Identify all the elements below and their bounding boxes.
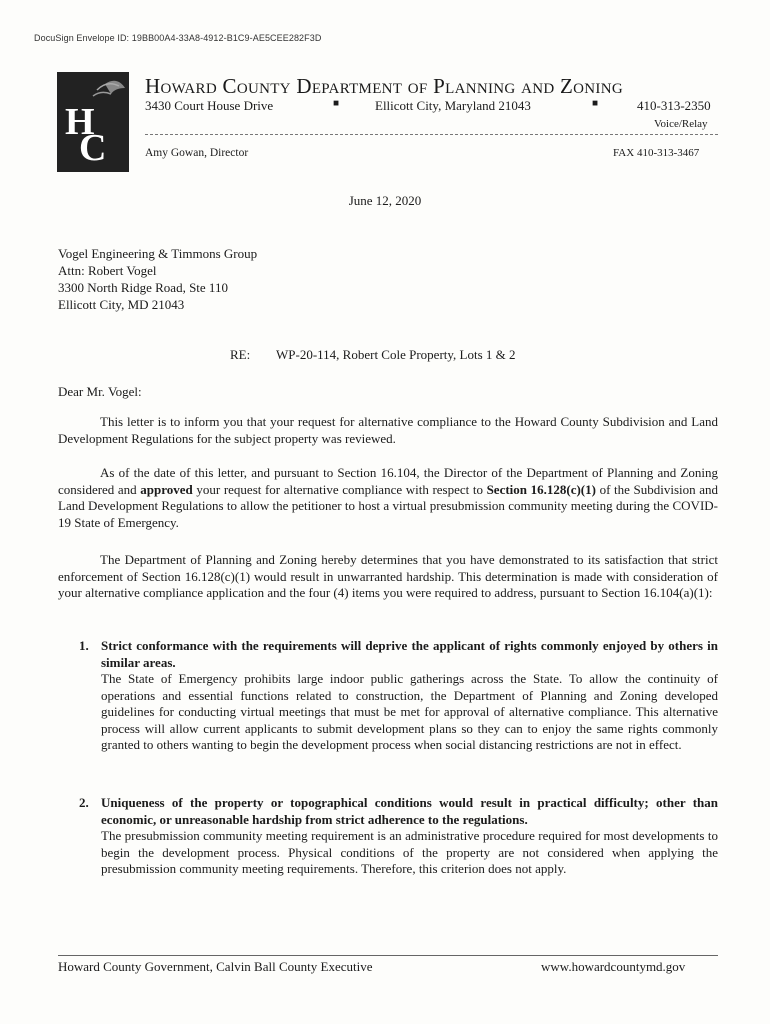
svg-text:H: H [65, 101, 95, 143]
section-reference: Section 16.128(c)(1) [486, 481, 596, 497]
fax-number: FAX 410-313-3467 [613, 147, 700, 159]
org-name: Howard County Department of Planning and Zoning [145, 74, 623, 98]
voice-relay: Voice/Relay [654, 118, 708, 130]
item-heading: Strict conformance with the requirements will deprive the applicant of rights commonly enjoyed by others in similar areas. [101, 638, 718, 670]
director-name: Amy Gowan, Director [145, 147, 249, 159]
footer-divider [58, 955, 718, 956]
paragraph-text: of the Subdivision and Land Development Regulations to allow the petitioner to host a virtual presubmission community meeting during the COVID-19 State of Emergency. [58, 481, 718, 530]
item-number: 2. [79, 795, 89, 810]
item-number: 1. [79, 638, 89, 653]
approved-text: approved [140, 481, 193, 497]
city-address: Ellicott City, Maryland 21043 [375, 98, 531, 113]
footer-government: Howard County Government, Calvin Ball County Executive [58, 959, 373, 974]
item-body: The presubmission community meeting requirement is an administrative procedure required for most developments to begin the development process. Physical conditions of the property are not considered when applying the presubmission community meeting requirements. Therefore, this criterion does not apply. [101, 828, 718, 876]
letterhead-divider [145, 134, 718, 135]
county-logo [57, 72, 129, 172]
re-label: RE: [230, 347, 251, 362]
addressee-line: Attn: Robert Vogel [58, 263, 157, 278]
footer-website: www.howardcountymd.gov [541, 959, 686, 974]
phone-number: 410-313-2350 [637, 98, 711, 113]
svg-text:C: C [79, 127, 107, 169]
street-address: 3430 Court House Drive [145, 98, 274, 113]
paragraph-text: As of the date of this letter, and pursuant to Section 16.104, the Director of the Department of Planning and Zoning considered and [58, 465, 718, 497]
addressee-line: Ellicott City, MD 21043 [58, 297, 185, 312]
addressee-line: Vogel Engineering & Timmons Group [58, 246, 258, 261]
list-item [101, 638, 718, 754]
item-body: The State of Emergency prohibits large indoor public gatherings across the State. To allow the continuity of operations and essential functions related to construction, the Department of Planning and Zoning developed guidelines for conducting virtual meetings that must be met for approval of alternative compliance. This alternative process will allow current applicants to submit development plans so they can to enjoy the same rights commonly granted to others wanting to begin the development process when social distancing restrictions are not in effect. [101, 671, 718, 752]
salutation: Dear Mr. Vogel: [58, 384, 142, 399]
address-separator: ■ [333, 98, 340, 109]
paragraph-approval [58, 465, 718, 531]
list-item [101, 795, 718, 878]
docusign-envelope-id: DocuSign Envelope ID: 19BB00A4-33A8-4912-B1C9-AE5CEE282F3D [34, 33, 322, 43]
paragraph-determination: The Department of Planning and Zoning hereby determines that you have demonstrated to its satisfaction that strict enforcement of Section 16.128(c)(1) would result in unwarranted hardship. This determination is made with consideration of your alternative compliance application and the four (4) items you were required to address, pursuant to Section 16.104(a)(1): [58, 552, 718, 600]
addressee-line: 3300 North Ridge Road, Ste 110 [58, 280, 228, 295]
paragraph-intro: This letter is to inform you that your request for alternative compliance to the Howard County Subdivision and Land Development Regulations for the subject property was reviewed. [58, 414, 718, 446]
addressee-block [58, 245, 257, 313]
address-separator: ■ [592, 98, 599, 109]
re-subject: WP-20-114, Robert Cole Property, Lots 1 & 2 [276, 347, 516, 362]
letter-date: June 12, 2020 [348, 193, 422, 208]
paragraph-text: your request for alternative compliance with respect to [192, 481, 487, 497]
item-heading: Uniqueness of the property or topographical conditions would result in practical difficulty; other than economic, or unreasonable hardship from strict adherence to the regulations. [101, 795, 718, 827]
